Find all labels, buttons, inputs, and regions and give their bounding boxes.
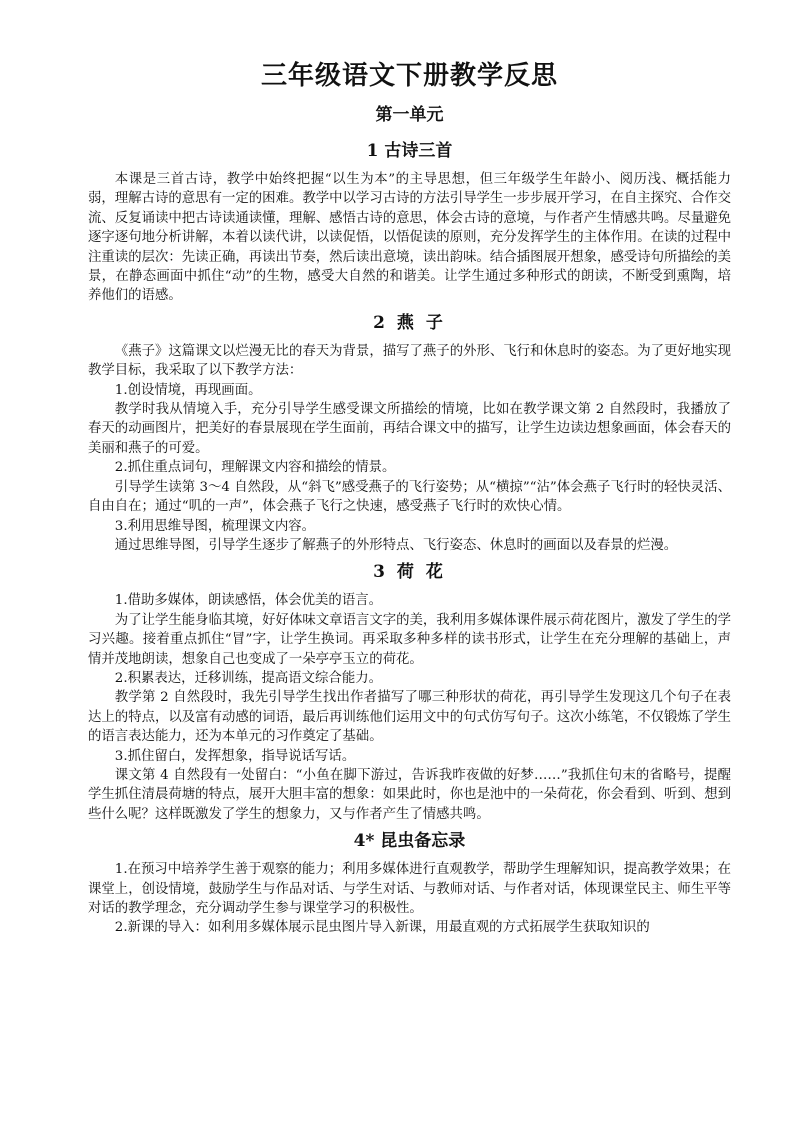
paragraph: 1.创设情境，再现画面。 <box>114 382 262 398</box>
paragraph: 教学时我从情境入手，充分引导学生感受课文所描绘的情境，比如在教学课文第 2 自然段时，我播放了春天的动画图片，把美好的春景展现在学生面前，再结合课文中的描写，让学生边读边想象画面，体会春天的美丽和燕子的可爱。 <box>88 402 731 456</box>
paragraph: 2.抓住重点词句，理解课文内容和描绘的情景。 <box>114 460 396 476</box>
paragraph: 2.新课的导入：如利用多媒体展示昆虫图片导入新课，用最直观的方式拓展学生获取知识的 <box>114 920 650 936</box>
lesson-section <box>88 828 731 938</box>
lesson-title: 4* 昆虫备忘录 <box>353 831 466 852</box>
lesson-title: 1 古诗三首 <box>366 141 453 161</box>
paragraph: 3.利用思维导图，梳理课文内容。 <box>114 518 316 534</box>
paragraph: 为了让学生能身临其境，好好体味文章语言文字的美，我利用多媒体课件展示荷花图片，激发了学生的学习兴趣。接着重点抓住“冒”字，让学生换词。再采取多种多样的读书形式，让学生在充分理解的基础上，声情并茂地朗读，想象自己也变成了一朵亭亭玉立的荷花。 <box>88 612 731 667</box>
document-title: 三年级语文下册教学反思 <box>260 61 558 91</box>
paragraph: 引导学生读第 3～4 自然段，从“斜飞”感受燕子的飞行姿势；从“横掠”“沾”体会燕子飞行时的轻快灵活、自由自在；通过“叽的一声”，体会燕子飞行之快速，感受燕子飞行时的欢快心情。 <box>88 479 731 515</box>
paragraph: 1.借助多媒体，朗读感悟，体会优美的语言。 <box>114 593 382 609</box>
lesson-title: 2 燕 子 <box>373 312 446 333</box>
lesson-title: 3 荷 花 <box>373 562 446 583</box>
paragraph: 本课是三首古诗，教学中始终把握“以生为本”的主导思想，但三年级学生年龄小、阅历浅、概括能力弱，理解古诗的意思有一定的困难。教学中以学习古诗的方法引导学生一步步展开学习，在自主探究、合作交流、反复诵读中把古诗读通读懂，理解、感悟古诗的意思，体会古诗的意境，与作者产生情感共鸣。尽量避免逐字逐句地分析讲解，本着以读代讲，以读促悟，以悟促读的原则，充分发挥学生的主体作用。在读的过程中注重读的层次：先读正确，再读出节奏，然后读出意境，读出韵味。结合插图展开想象，感受诗句所描绘的美景，在静态画面中抓住“动”的生物，感受大自然的和谐美。让学生通过多种形式的朗读，不断受到熏陶，培养他们的语感。 <box>88 172 731 304</box>
lesson-section <box>88 138 731 306</box>
paragraph: 教学第 2 自然段时，我先引导学生找出作者描写了哪三种形状的荷花，再引导学生发现这几个句子在表达上的特点，以及富有动感的词语，最后再训练他们运用文中的句式仿写句子。这次小练笔，不仅锻炼了学生的语言表达能力，还为本单元的习作奠定了基础。 <box>88 690 731 745</box>
paragraph: 课文第 4 自然段有一处留白：“小鱼在脚下游过，告诉我昨夜做的好梦……”我抓住句末的省略号，提醒学生抓住清晨荷塘的特点，展开大胆丰富的想象：如果此时，你也是池中的一朵荷花，你会看到、听到、想到些什么呢？这样既激发了学生的想象力，又与作者产生了情感共鸣。 <box>88 767 731 822</box>
paragraph: 3.抓住留白，发挥想象，指导说话写话。 <box>114 748 356 764</box>
lesson-section <box>88 559 731 824</box>
paragraph: 通过思维导图，引导学生逐步了解燕子的外形特点、飞行姿态、休息时的画面以及春景的烂漫。 <box>114 537 678 553</box>
lesson-section <box>88 310 731 555</box>
paragraph: 《燕子》这篇课文以烂漫无比的春天为背景，描写了燕子的外形、飞行和休息时的姿态。为了更好地实现教学目标，我采取了以下教学方法： <box>88 343 731 379</box>
paragraph: 1.在预习中培养学生善于观察的能力；利用多媒体进行直观教学，帮助学生理解知识，提高教学效果；在课堂上，创设情境，鼓励学生与作品对话、与学生对话、与教师对话、与作者对话，体现课堂民主、师生平等对话的教学理念，充分调动学生参与课堂学习的积极性。 <box>88 862 731 916</box>
unit-title: 第一单元 <box>375 105 444 125</box>
paragraph: 2.积累表达，迁移训练，提高语文综合能力。 <box>114 670 382 686</box>
document-page <box>88 58 731 938</box>
